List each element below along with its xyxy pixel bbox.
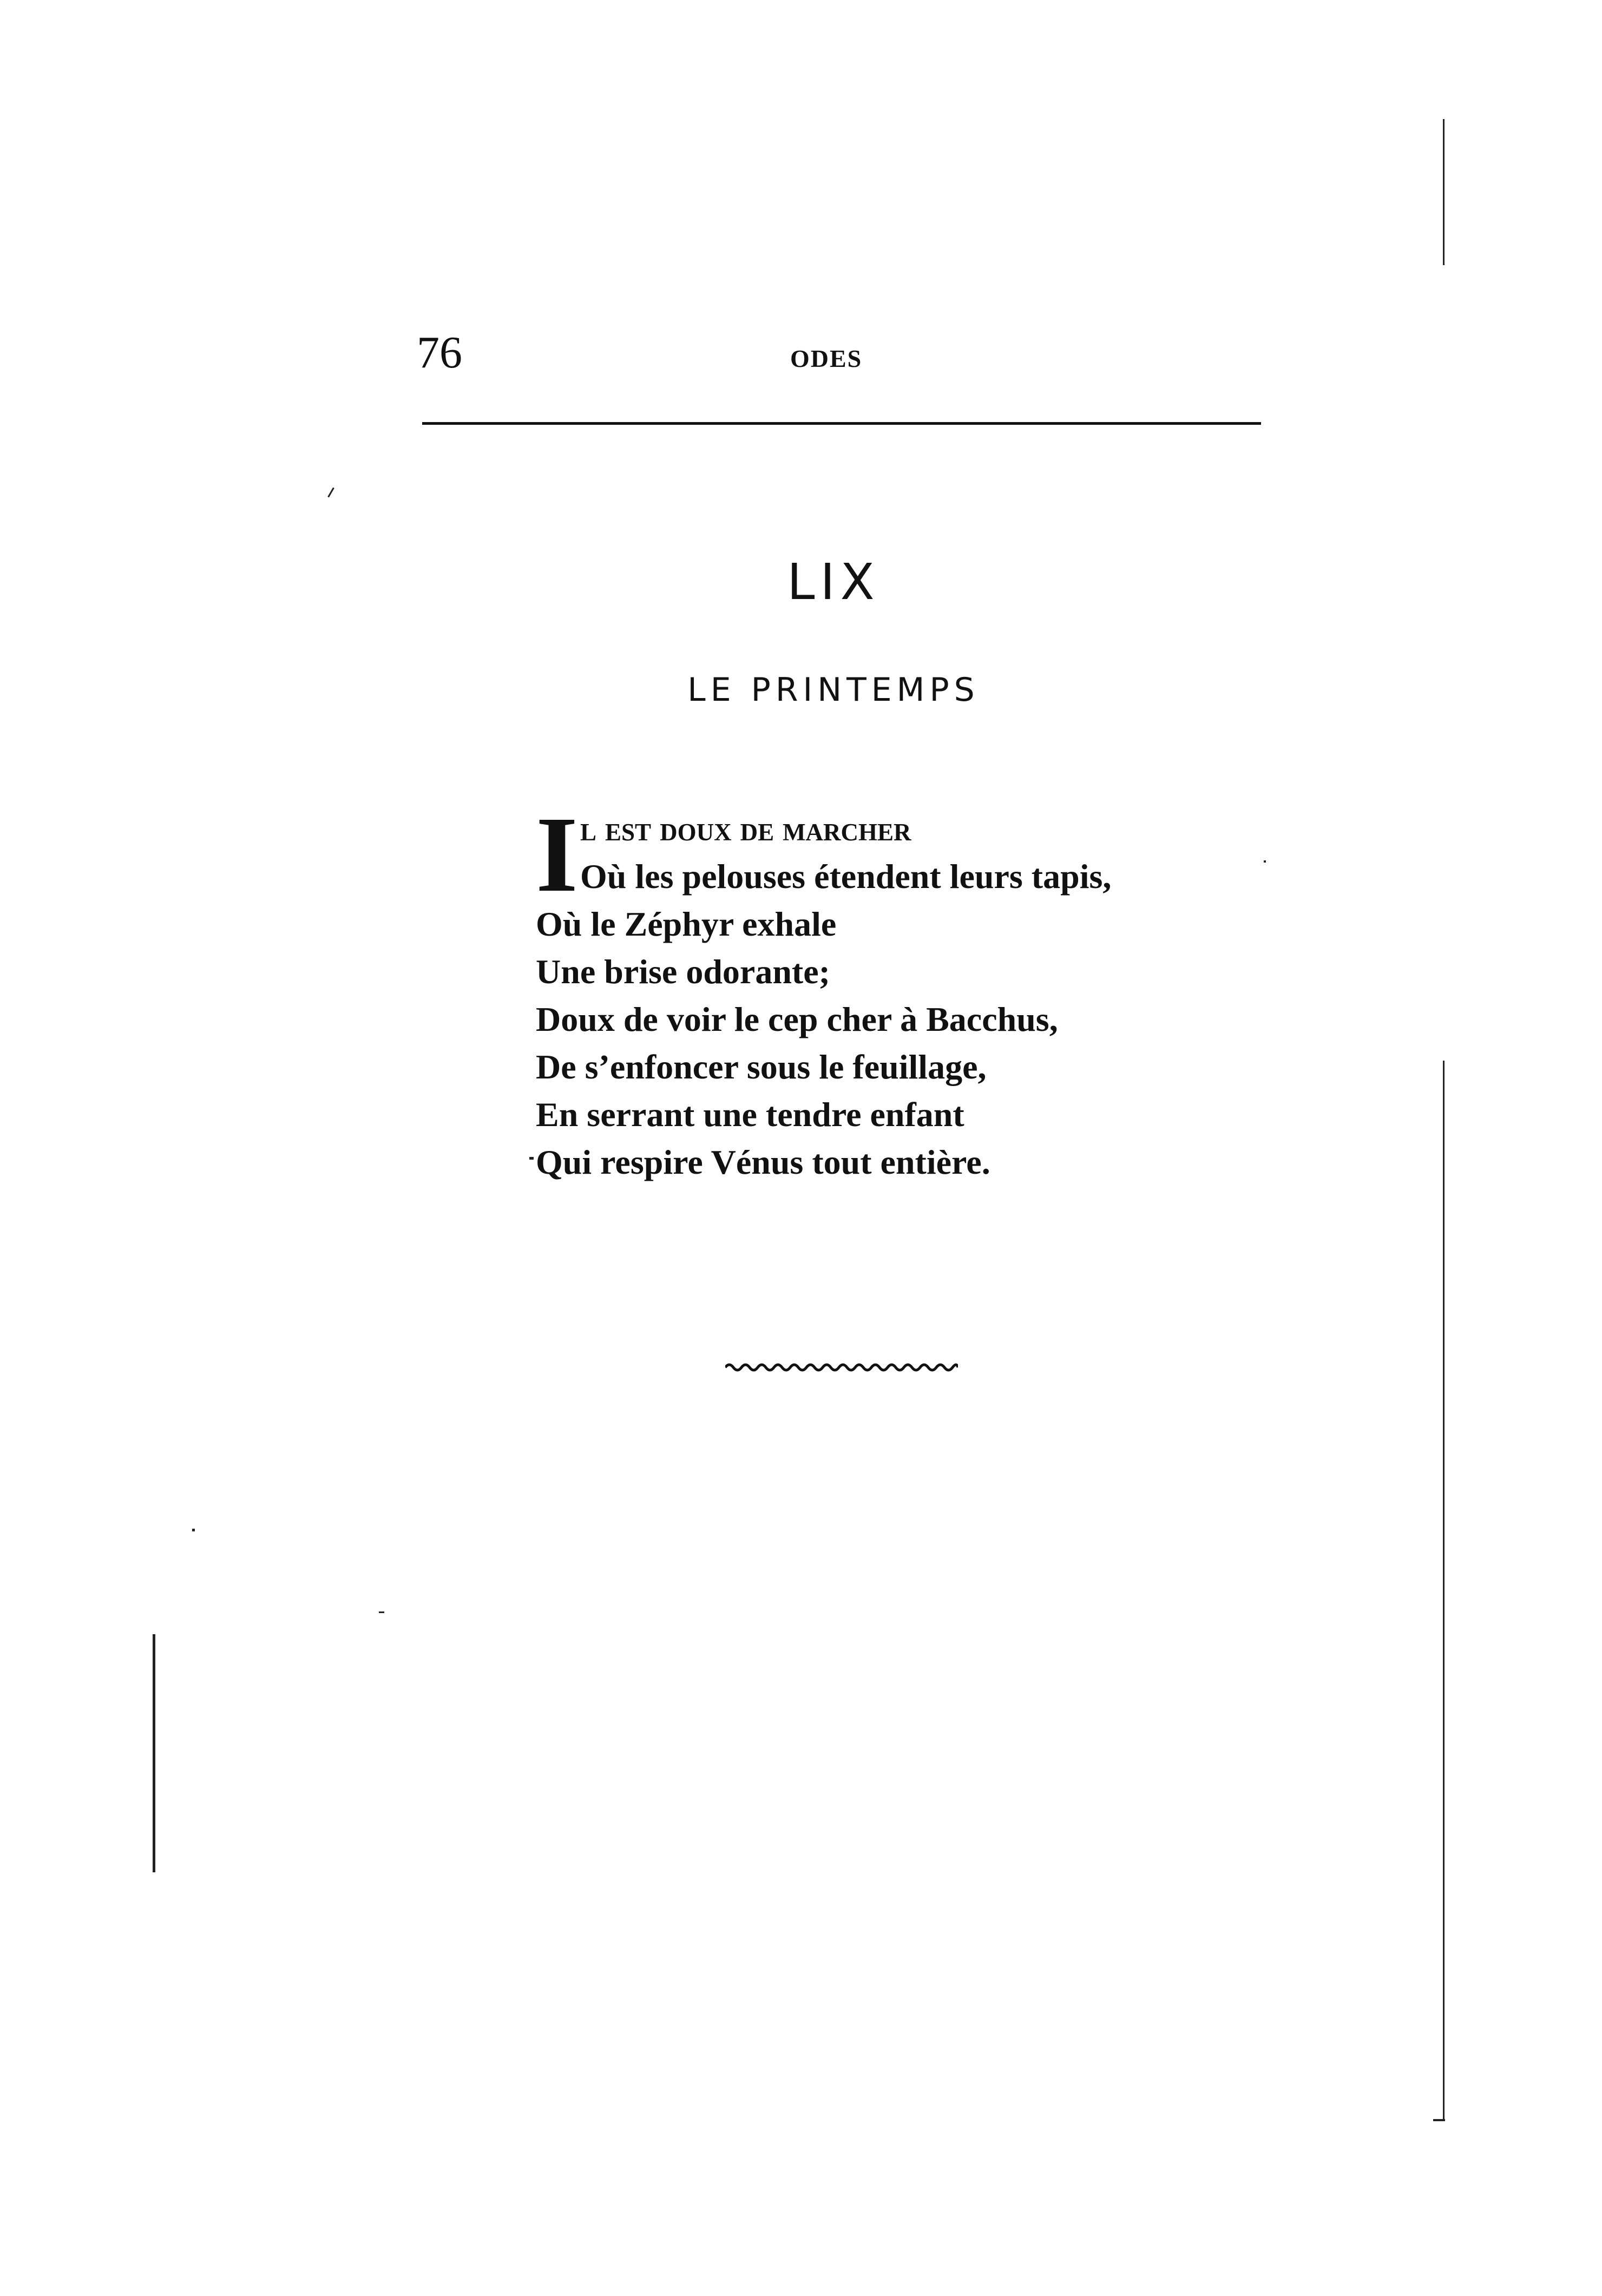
running-title: ODES	[790, 345, 863, 372]
verse-line-8: Qui respire Vénus tout entière.	[536, 1143, 990, 1181]
ode-number: LIX	[787, 553, 880, 611]
drop-cap: I	[536, 795, 578, 915]
verse-line-2: Où les pelouses étendent leurs tapis,	[580, 857, 1112, 896]
verse-line-4: Une brise odorante;	[536, 952, 830, 991]
scan-speck	[379, 1611, 384, 1613]
verse-line-7: En serrant une tendre enfant	[536, 1095, 964, 1134]
verse-line-5: Doux de voir le cep cher à Bacchus,	[536, 1000, 1058, 1038]
scan-speck	[327, 488, 334, 498]
ode-title: LE PRINTEMPS	[687, 671, 980, 709]
verse-line-6: De s’enfoncer sous le feuillage,	[536, 1048, 987, 1086]
verse-line-1	[580, 812, 911, 846]
header-rule	[422, 422, 1261, 425]
wavy-line-ornament-icon	[725, 1361, 958, 1374]
scan-edge-mark	[1433, 2119, 1445, 2121]
verse-line-3: Où le Zéphyr exhale	[536, 905, 837, 943]
page-number: 76	[417, 327, 462, 378]
scan-edge-mark	[1443, 119, 1445, 265]
scan-speck	[529, 1157, 534, 1160]
scan-speck	[192, 1529, 195, 1531]
first-line-text: l est doux de marcher	[580, 810, 911, 848]
scan-speck	[1264, 860, 1266, 863]
scan-edge-mark	[1443, 1061, 1445, 2121]
scan-edge-mark	[153, 1634, 155, 1872]
